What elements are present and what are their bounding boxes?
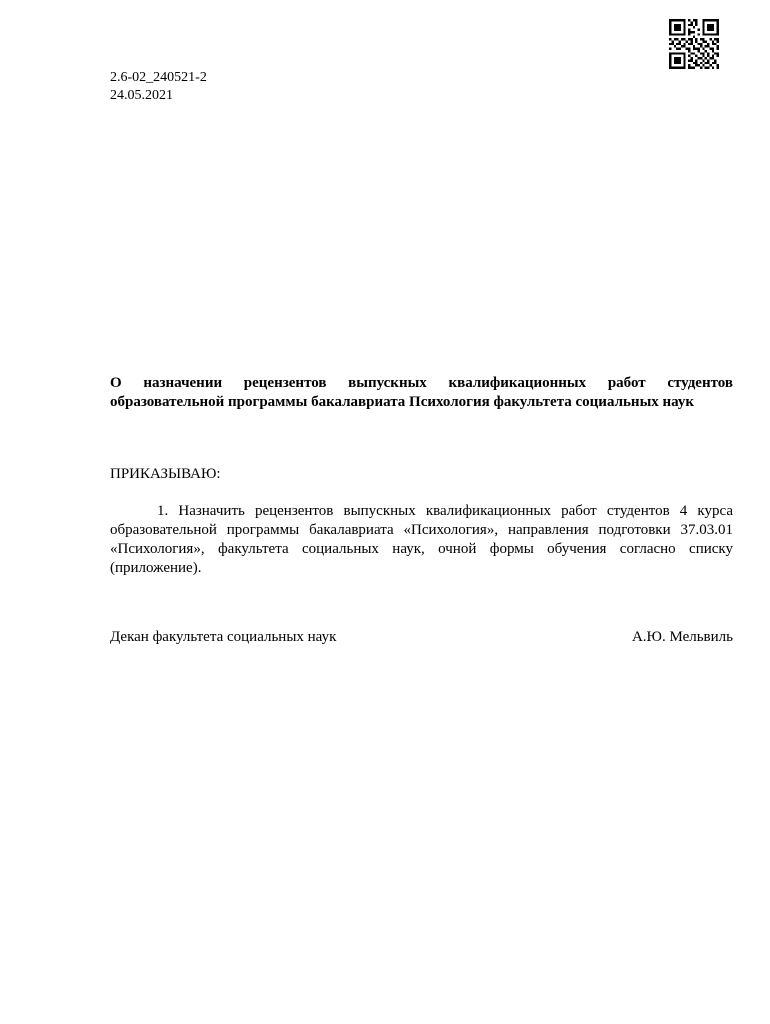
document-title: О назначении рецензентов выпускных квалификационных работ студентов образовательной программы бакалавриата Психология факультета социальных наук (110, 375, 733, 410)
registration-date: 24.05.2021 (110, 88, 173, 103)
order-item-1: 1. Назначить рецензентов выпускных квалификационных работ студентов 4 курса образовательной программы бакалавриата «Психология», направления подготовки 37.03.01 «Психология», факультета социальных наук, очной формы обучения согласно списку (приложение). (110, 503, 733, 576)
signature-name: А.Ю. Мельвиль (631, 629, 733, 645)
order-heading: ПРИКАЗЫВАЮ: (110, 466, 221, 482)
signature-block (110, 628, 733, 647)
registration-block (110, 69, 207, 105)
registration-number: 2.6-02_240521-2 (110, 70, 207, 85)
qr-code-icon (668, 19, 720, 69)
signature-position: Декан факультета социальных наук (110, 629, 337, 645)
